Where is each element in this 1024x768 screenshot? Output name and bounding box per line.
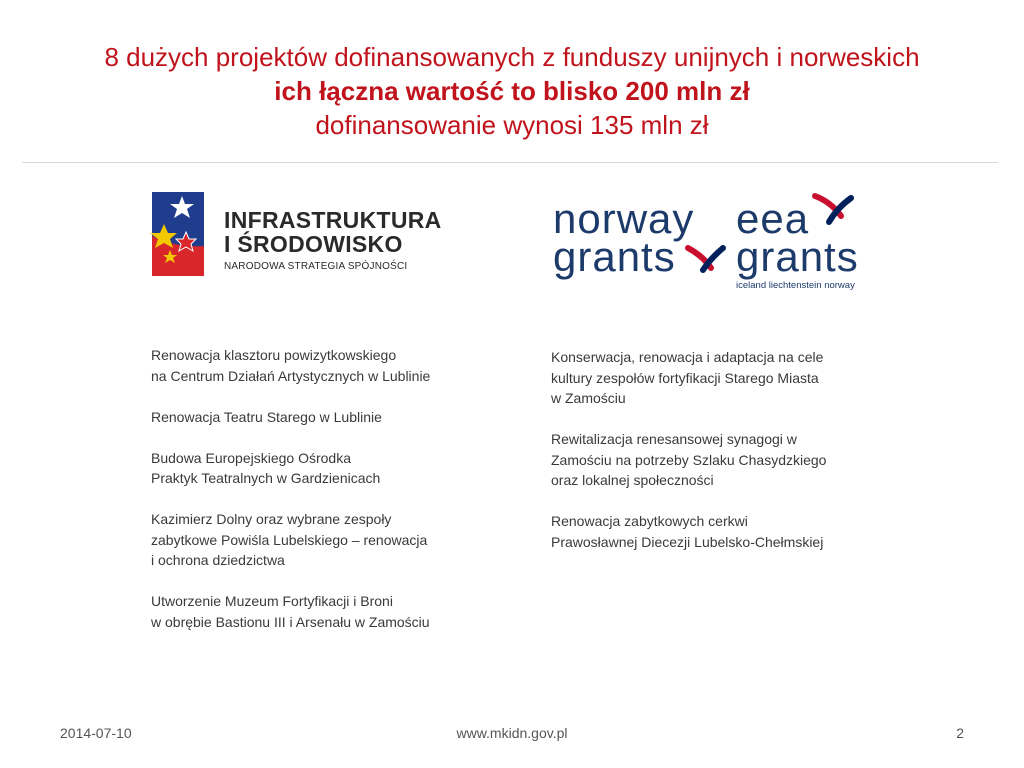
list-item	[551, 347, 881, 409]
list-item-line: kultury zespołów fortyfikacji Starego Miasta	[551, 369, 819, 386]
infrastruktura-logo	[146, 188, 442, 280]
logo-text-infrastruktura: INFRASTRUKTURA	[224, 207, 442, 233]
list-item	[151, 407, 481, 428]
list-item	[151, 591, 481, 632]
list-item-line: Konserwacja, renowacja i adaptacja na cele	[551, 349, 824, 365]
eu-flag-stars-icon	[146, 188, 216, 280]
logo-text-eea: eea	[736, 195, 810, 242]
list-item-line: Renowacja zabytkowych cerkwi	[551, 513, 748, 529]
title-line-2: ich łączna wartość to blisko 200 mln zł	[274, 76, 750, 106]
list-item	[151, 345, 481, 386]
title-divider	[22, 162, 998, 163]
list-item-line: w Zamościu	[551, 390, 626, 406]
logo-text-norway-grants: grants	[553, 233, 676, 280]
list-item-line: Prawosławnej Diecezji Lubelsko-Chełmskiej	[551, 533, 824, 550]
logo-text-srodowisko: I ŚRODOWISKO	[224, 231, 403, 257]
list-item-line: Praktyk Teatralnych w Gardzienicach	[151, 470, 381, 486]
right-project-list	[551, 347, 881, 573]
list-item	[151, 448, 481, 489]
list-item	[151, 509, 481, 571]
list-item	[551, 429, 881, 491]
list-item-line: i ochrona dziedzictwa	[151, 552, 285, 568]
page-number: 2	[956, 725, 964, 741]
list-item-line: zabytkowe Powiśla Lubelskiego – renowacja	[151, 531, 428, 548]
list-item	[551, 511, 881, 552]
logo-text-strategia: NARODOWA STRATEGIA SPÓJNOŚCI	[224, 261, 408, 272]
slide-title	[0, 40, 1024, 142]
left-project-list	[151, 345, 481, 653]
footer-date: 2014-07-10	[60, 725, 132, 741]
logo-text-countries: iceland liechtenstein norway	[736, 280, 855, 291]
list-item-line: Renowacja klasztoru powizytkowskiego	[151, 347, 397, 363]
list-item-line: na Centrum Działań Artystycznych w Lublinie	[151, 367, 431, 384]
logo-text-eea-grants: grants	[736, 233, 859, 280]
title-line-1: 8 dużych projektów dofinansowanych z funduszy unijnych i norweskich	[104, 42, 920, 72]
list-item-line: Budowa Europejskiego Ośrodka	[151, 449, 352, 466]
list-item-line: w obrębie Bastionu III i Arsenału w Zamościu	[151, 613, 430, 630]
list-item-line: Renowacja Teatru Starego w Lublinie	[151, 408, 382, 425]
footer-url[interactable]: www.mkidn.gov.pl	[456, 725, 568, 741]
list-item-line: oraz lokalnej społeczności	[551, 472, 714, 488]
logo-text-norway: norway	[553, 195, 695, 242]
title-line-3: dofinansowanie wynosi 135 mln zł	[315, 110, 709, 140]
list-item-line: Rewitalizacja renesansowej synagogi w	[551, 431, 797, 447]
list-item-line: Utworzenie Muzeum Fortyfikacji i Broni	[151, 593, 393, 609]
norway-eea-grants-logo	[553, 188, 873, 298]
list-item-line: Zamościu na potrzeby Szlaku Chasydzkiego	[551, 451, 827, 468]
list-item-line: Kazimierz Dolny oraz wybrane zespoły	[151, 511, 392, 527]
